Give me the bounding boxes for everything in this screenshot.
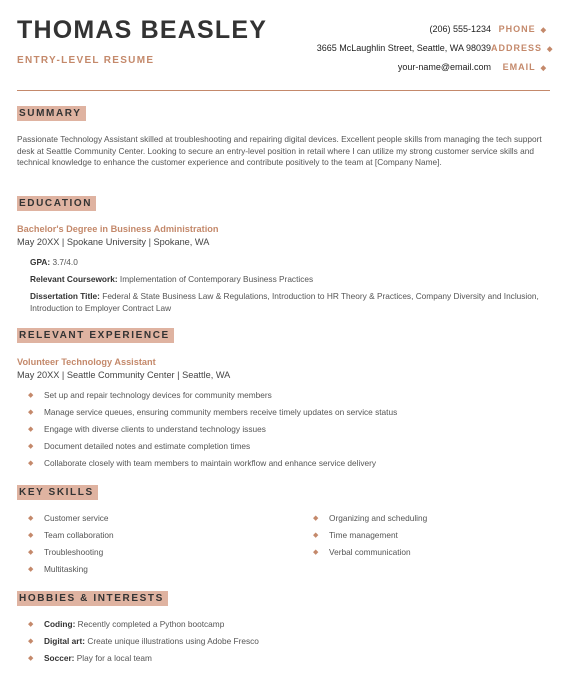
diamond-bullet-icon: ◆ [28,638,34,645]
list-item: ◆ Customer service [28,513,109,523]
email-label: EMAIL ◆ [502,61,547,72]
contact-address-row [247,38,554,57]
job-title: Volunteer Technology Assistant [17,357,156,367]
resume-subtitle: ENTRY-LEVEL RESUME [17,55,155,66]
degree-title: Bachelor's Degree in Business Administration [17,224,219,234]
education-heading: EDUCATION [17,196,96,211]
list-item: ◆ Organizing and scheduling [313,513,428,523]
diamond-bullet-icon: ◆ [313,515,319,522]
summary-heading: SUMMARY [17,106,86,121]
address-value: 3665 McLaughlin Street, Seattle, WA 98039 [316,42,491,53]
list-item: ◆ Multitasking [28,564,88,574]
phone-label: PHONE ◆ [498,23,547,34]
diamond-bullet-icon: ◆ [313,549,319,556]
diamond-bullet-icon: ◆ [28,515,34,522]
list-item: ◆ Collaborate closely with team members to maintain workflow and enhance service delivery [28,458,377,468]
list-item: ◆ Manage service queues, ensuring community members receive timely updates on service status [28,407,398,417]
list-item: ◆ Document detailed notes and estimate completion times [28,441,251,451]
diamond-bullet-icon: ◆ [540,64,547,72]
list-item: ◆ Soccer: Play for a local team [28,653,152,663]
list-item: ◆ Time management [313,530,398,540]
experience-bullets [28,390,397,475]
header-divider [17,90,550,91]
diamond-bullet-icon: ◆ [28,566,34,573]
list-item: ◆ Troubleshooting [28,547,104,557]
diamond-bullet-icon: ◆ [28,460,34,467]
hobbies-heading: HOBBIES & INTERESTS [17,591,168,606]
experience-heading: RELEVANT EXPERIENCE [17,328,174,343]
skills-right-list [313,513,427,564]
diamond-bullet-icon: ◆ [28,621,34,628]
diamond-bullet-icon: ◆ [28,549,34,556]
contact-email-row [247,57,547,76]
address-label: ADDRESS ◆ [491,42,554,53]
contact-phone-row [247,19,547,38]
list-item: ◆ Verbal communication [313,547,411,557]
job-meta: May 20XX | Seattle Community Center | Seattle, WA [17,370,231,380]
dissertation-line: Dissertation Title: Federal & State Business Law & Regulations, Introduction to HR Theory & Practices, Company Diversity and Inclusion, Introduction to Employer Contract Law [30,291,539,313]
list-item: ◆ Set up and repair technology devices for community members [28,390,272,400]
diamond-bullet-icon: ◆ [28,409,34,416]
diamond-bullet-icon: ◆ [28,443,34,450]
skills-left-list [28,513,114,581]
list-item: ◆ Engage with diverse clients to understand technology issues [28,424,266,434]
diamond-bullet-icon: ◆ [540,26,547,34]
phone-value[interactable]: (206) 555-1234 [429,23,491,34]
gpa-line: GPA: 3.7/4.0 [30,257,78,267]
summary-text: Passionate Technology Assistant skilled at troubleshooting and repairing digital devices. Excellent people skills from managing the tech support desk at Seattle Community Center. Looking to secure an entry-level position in retail where I can utilize my strong customer service skills and technical knowledge to enhance the customer experience and contribute positively to the team at [Company Name]. [17,134,542,168]
diamond-bullet-icon: ◆ [28,426,34,433]
diamond-bullet-icon: ◆ [28,532,34,539]
candidate-name: THOMAS BEASLEY [17,16,268,44]
coursework-line: Relevant Coursework: Implementation of Contemporary Business Practices [30,274,314,284]
list-item: ◆ Digital art: Create unique illustrations using Adobe Fresco [28,636,259,646]
education-meta: May 20XX | Spokane University | Spokane, WA [17,237,210,247]
hobbies-list [28,619,259,670]
list-item: ◆ Coding: Recently completed a Python bootcamp [28,619,225,629]
diamond-bullet-icon: ◆ [313,532,319,539]
diamond-bullet-icon: ◆ [547,45,554,53]
contact-block [247,19,554,76]
email-value[interactable]: your-name@email.com [397,61,491,72]
skills-heading: KEY SKILLS [17,485,98,500]
diamond-bullet-icon: ◆ [28,392,34,399]
list-item: ◆ Team collaboration [28,530,114,540]
diamond-bullet-icon: ◆ [28,655,34,662]
